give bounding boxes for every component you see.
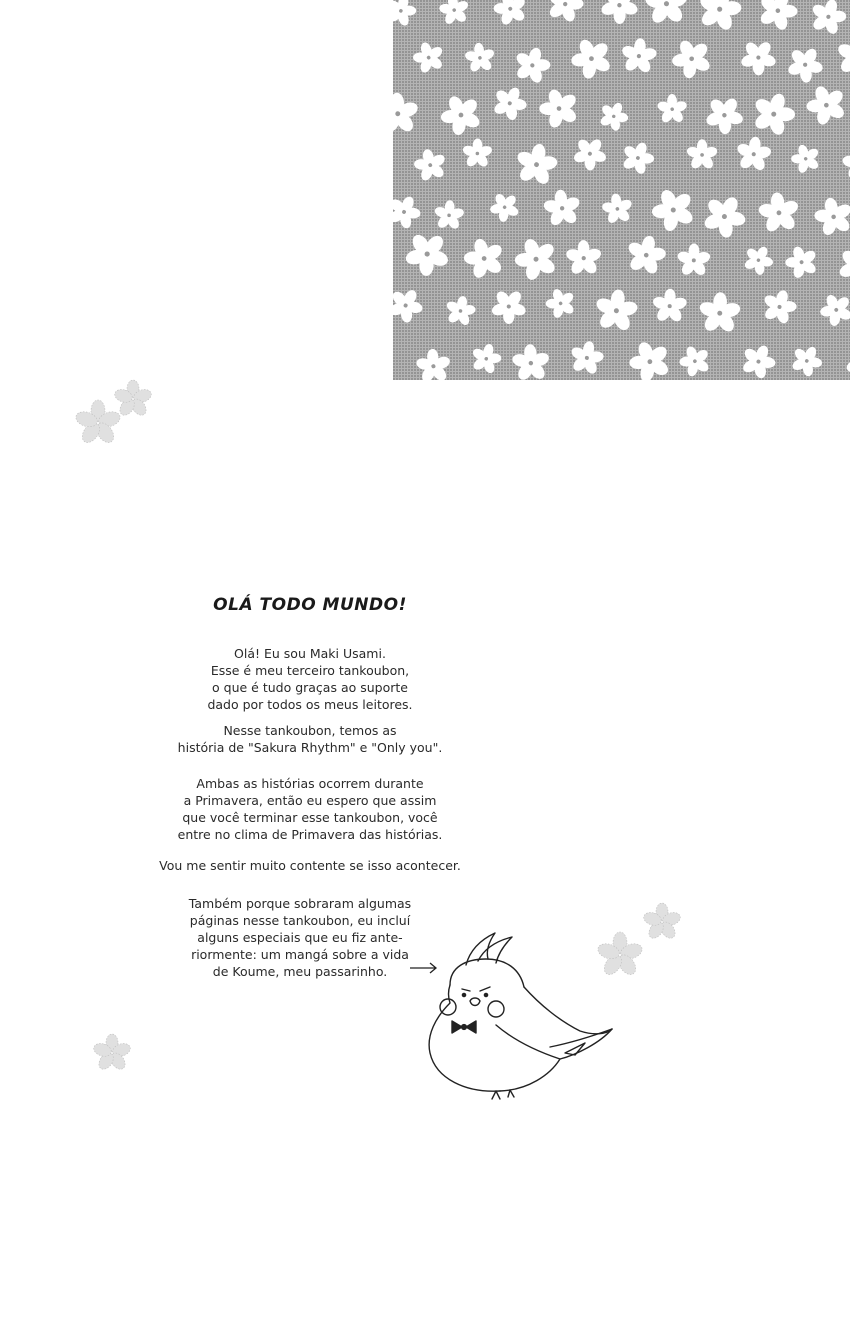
extras-line: riormente: um mangá sobre a vida [191,947,409,962]
intro-paragraph [170,645,450,713]
sakura-pattern-icon [393,0,850,380]
intro-line: Olá! Eu sou Maki Usami. [234,646,386,661]
spring-line: a Primavera, então eu espero que assim [183,793,437,808]
intro-line: o que é tudo graças ao suporte [212,680,408,695]
extras-line: Também porque sobraram algumas [188,896,412,911]
stories-paragraph [145,722,475,756]
extras-paragraph [170,895,430,980]
intro-line: Esse é meu terceiro tankoubon, [210,663,410,678]
extras-line: páginas nesse tankoubon, eu incluí [189,913,411,928]
spring-line: Ambas as histórias ocorrem durante [196,776,424,791]
faint-blossom-icon [88,1028,138,1078]
sakura-pattern-panel [393,0,850,380]
spring-paragraph [140,775,480,843]
extras-line: alguns especiais que eu fiz ante- [197,930,403,945]
intro-line: dado por todos os meus leitores. [207,697,413,712]
stories-line: Nesse tankoubon, temos as [223,723,397,738]
spring-line: que você terminar esse tankoubon, você [182,810,438,825]
page-title: OLÁ TODO MUNDO! [213,595,407,615]
happy-line: Vou me sentir muito contente se isso acontecer. [159,858,461,873]
cockatiel-drawing-icon [400,925,630,1105]
extras-line: de Koume, meu passarinho. [212,964,388,979]
stories-line: história de "Sakura Rhythm" e "Only you". [177,740,443,755]
faint-blossom-pair-icon [65,375,165,455]
spring-line: entre no clima de Primavera das histórias. [177,827,443,842]
